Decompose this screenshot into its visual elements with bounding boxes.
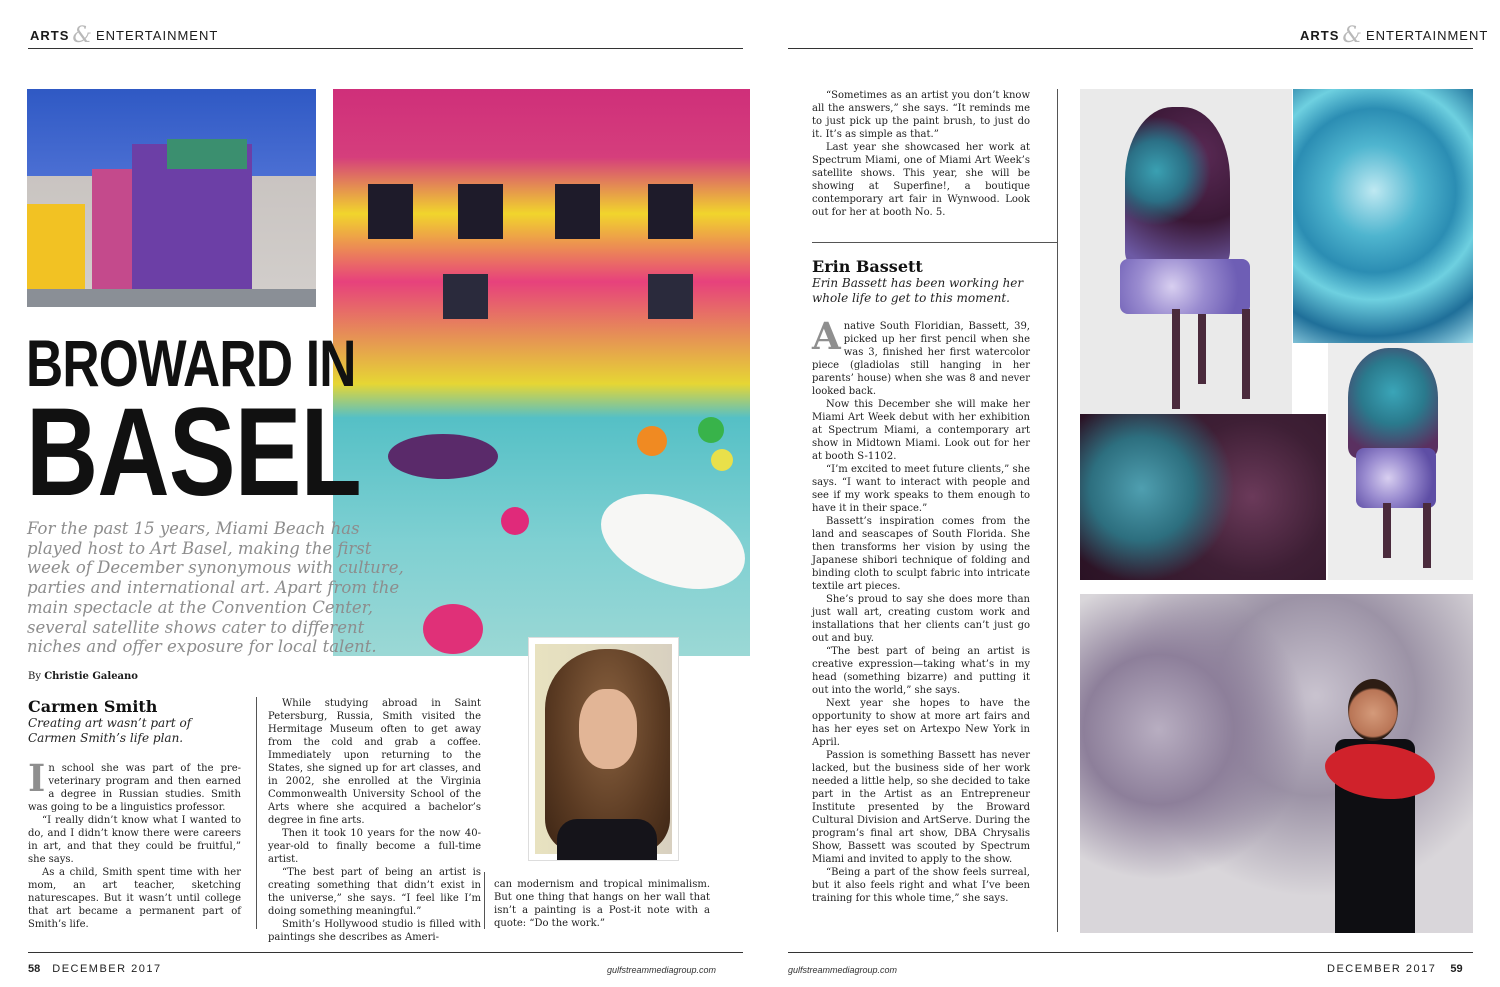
erin-bassett-tagline: Erin Bassett has been working her whole life to get to this moment. bbox=[812, 276, 1024, 305]
article-title-line2: BASEL bbox=[26, 383, 361, 522]
section-label-arts: ARTS bbox=[1300, 28, 1340, 43]
paragraph: “I’m excited to meet future clients,” she says. “I want to interact with people and see if my work speaks to them enough to have it in their space.” bbox=[812, 464, 1030, 514]
paragraph: Passion is something Bassett has never lacked, but the business side of her work needed a little help, so she decided to take part in the Artist as an Entrepreneur Institute presented by the Broward Cultural Division and ArtServe. During the program’s final art show, DBA Chrysalis Show, Bassett was scouted by Spectrum Miami and invited to apply to the show. bbox=[812, 750, 1030, 865]
section-label-entertainment: ENTERTAINMENT bbox=[1365, 28, 1489, 43]
carmen-smith-portrait bbox=[528, 637, 679, 861]
ampersand-ornament: & bbox=[72, 22, 93, 48]
carmen-column-4 bbox=[812, 89, 1030, 219]
fabric-roses-detail-image bbox=[1080, 414, 1326, 580]
ampersand-ornament: & bbox=[1342, 22, 1363, 48]
footer-left bbox=[28, 963, 162, 975]
header-rule-right bbox=[788, 48, 1473, 49]
column-divider bbox=[256, 697, 257, 929]
drop-cap: I bbox=[28, 756, 46, 800]
paragraph: n school she was part of the pre-veterinary program and then earned a degree in Russian studies. Smith was going to be a linguistics professor. bbox=[28, 763, 241, 813]
paragraph: As a child, Smith spent time with her mom, an art teacher, sketching naturescapes. But it wasn’t until college that art became a permanent part of Smith’s life. bbox=[28, 867, 241, 930]
carmen-column-2 bbox=[268, 697, 481, 944]
section-header-right bbox=[1300, 22, 1489, 48]
byline-author: Christie Galeano bbox=[44, 671, 138, 682]
section-label-entertainment: ENTERTAINMENT bbox=[95, 28, 219, 43]
carmen-column-3 bbox=[494, 878, 710, 930]
textile-chair-side-image bbox=[1328, 343, 1473, 580]
header-rule-left bbox=[28, 48, 743, 49]
section-header-left bbox=[30, 22, 219, 48]
paragraph: Last year she showcased her work at Spectrum Miami, one of Miami Art Week’s satellite shows. This year, she will be showing at Superfine!, a boutique contemporary art fair in Wynwood. Look out for her at booth No. 5. bbox=[812, 142, 1030, 218]
paragraph: Smith’s Hollywood studio is filled with paintings she describes as Ameri- bbox=[268, 919, 481, 943]
page-number-right: 59 bbox=[1450, 963, 1463, 975]
carmen-smith-heading: Carmen Smith bbox=[28, 697, 158, 716]
paragraph: Then it took 10 years for the now 40-year-old to finally become a full-time artist. bbox=[268, 828, 481, 865]
erin-bassett-heading: Erin Bassett bbox=[812, 257, 923, 276]
website-url-left[interactable]: gulfstreammediagroup.com bbox=[607, 965, 717, 975]
carmen-column-1 bbox=[28, 756, 241, 931]
footer-right bbox=[1327, 963, 1463, 975]
paragraph: can modernism and tropical minimalism. But one thing that hangs on her wall that isn’t a painting is a Post-it note with a quote: “Do the work.” bbox=[494, 879, 710, 929]
issue-date-right: DECEMBER 2017 bbox=[1327, 963, 1437, 975]
textile-chair-front-image bbox=[1080, 89, 1292, 414]
page-number-left: 58 bbox=[28, 963, 41, 975]
paragraph: While studying abroad in Saint Petersburg, Russia, Smith visited the Hermitage Museum often to get away from the cold and grab a coffee. Immediately upon returning to the States, she signed up for art classes, and in 2002, she enrolled at the Virginia Commonwealth University School of the Arts where she acquired a bachelor’s degree in fine arts. bbox=[268, 698, 481, 826]
issue-date-left: DECEMBER 2017 bbox=[52, 963, 162, 975]
column-divider bbox=[484, 872, 485, 929]
paragraph: “Sometimes as an artist you don’t know all the answers,” she says. “It reminds me to just pick up the paint brush, to just do it. It’s as simple as that.” bbox=[812, 90, 1030, 140]
paragraph: Bassett’s inspiration comes from the land and seascapes of South Florida. She then transforms her vision by using the Japanese shibori technique of folding and binding cloth to sculpt fabric into intricate textile art pieces. bbox=[812, 516, 1030, 592]
article-title-line1: BROWARD IN bbox=[26, 326, 356, 400]
footer-rule-right bbox=[788, 952, 1473, 953]
section-label-arts: ARTS bbox=[30, 28, 70, 43]
column-divider bbox=[1057, 89, 1058, 932]
paragraph: native South Floridian, Bassett, 39, picked up her first pencil when she was 3, finished her first watercolor piece (gladiolas still hanging in her parents’ house) when she was 8 and never looked back. bbox=[812, 321, 1030, 397]
paragraph: Now this December she will make her Miami Art Week debut with her exhibition at Spectrum Miami, a contemporary art show in Midtown Miami. Look out for her at booth S-1102. bbox=[812, 399, 1030, 462]
drop-cap: A bbox=[812, 314, 841, 358]
paragraph: “The best part of being an artist is creative expression—taking what’s in my head (something bizarre) and putting it out into the world,” she says. bbox=[812, 646, 1030, 696]
paragraph: “Being a part of the show feels surreal, but it also feels right and what I’ve been training for this whole time,” she says. bbox=[812, 867, 1030, 904]
blue-rose-detail-image bbox=[1293, 89, 1473, 343]
website-url-right[interactable]: gulfstreammediagroup.com bbox=[788, 965, 898, 975]
paragraph: She’s proud to say she does more than just wall art, creating custom work and installations that her clients can’t just go out and buy. bbox=[812, 594, 1030, 644]
paragraph: “The best part of being an artist is creating something that didn’t exist in the universe,” she says. “I feel like I’m doing something meaningful.” bbox=[268, 867, 481, 917]
carmen-smith-tagline: Creating art wasn’t part of Carmen Smith’s life plan. bbox=[28, 716, 192, 745]
erin-column bbox=[812, 314, 1030, 905]
erin-bassett-installation-photo bbox=[1080, 594, 1473, 933]
paragraph: Next year she hopes to have the opportunity to show at more art fairs and has her eyes set on Artexpo New York in April. bbox=[812, 698, 1030, 748]
section-divider bbox=[812, 242, 1057, 243]
article-deck: For the past 15 years, Miami Beach has played host to Art Basel, making the first week of December synonymous with culture, parties and international art. Apart from the main spectacle at the Convention Center, several satellite shows cater to different niches and offer exposure for local talent. bbox=[27, 519, 404, 657]
street-painting-image bbox=[27, 89, 316, 307]
byline bbox=[28, 671, 138, 682]
paragraph: “I really didn’t know what I wanted to do, and I didn’t know there were careers in art, and that they could be fruitful,” she says. bbox=[28, 815, 241, 865]
byline-prefix: By bbox=[28, 671, 41, 682]
footer-rule-left bbox=[28, 952, 743, 953]
